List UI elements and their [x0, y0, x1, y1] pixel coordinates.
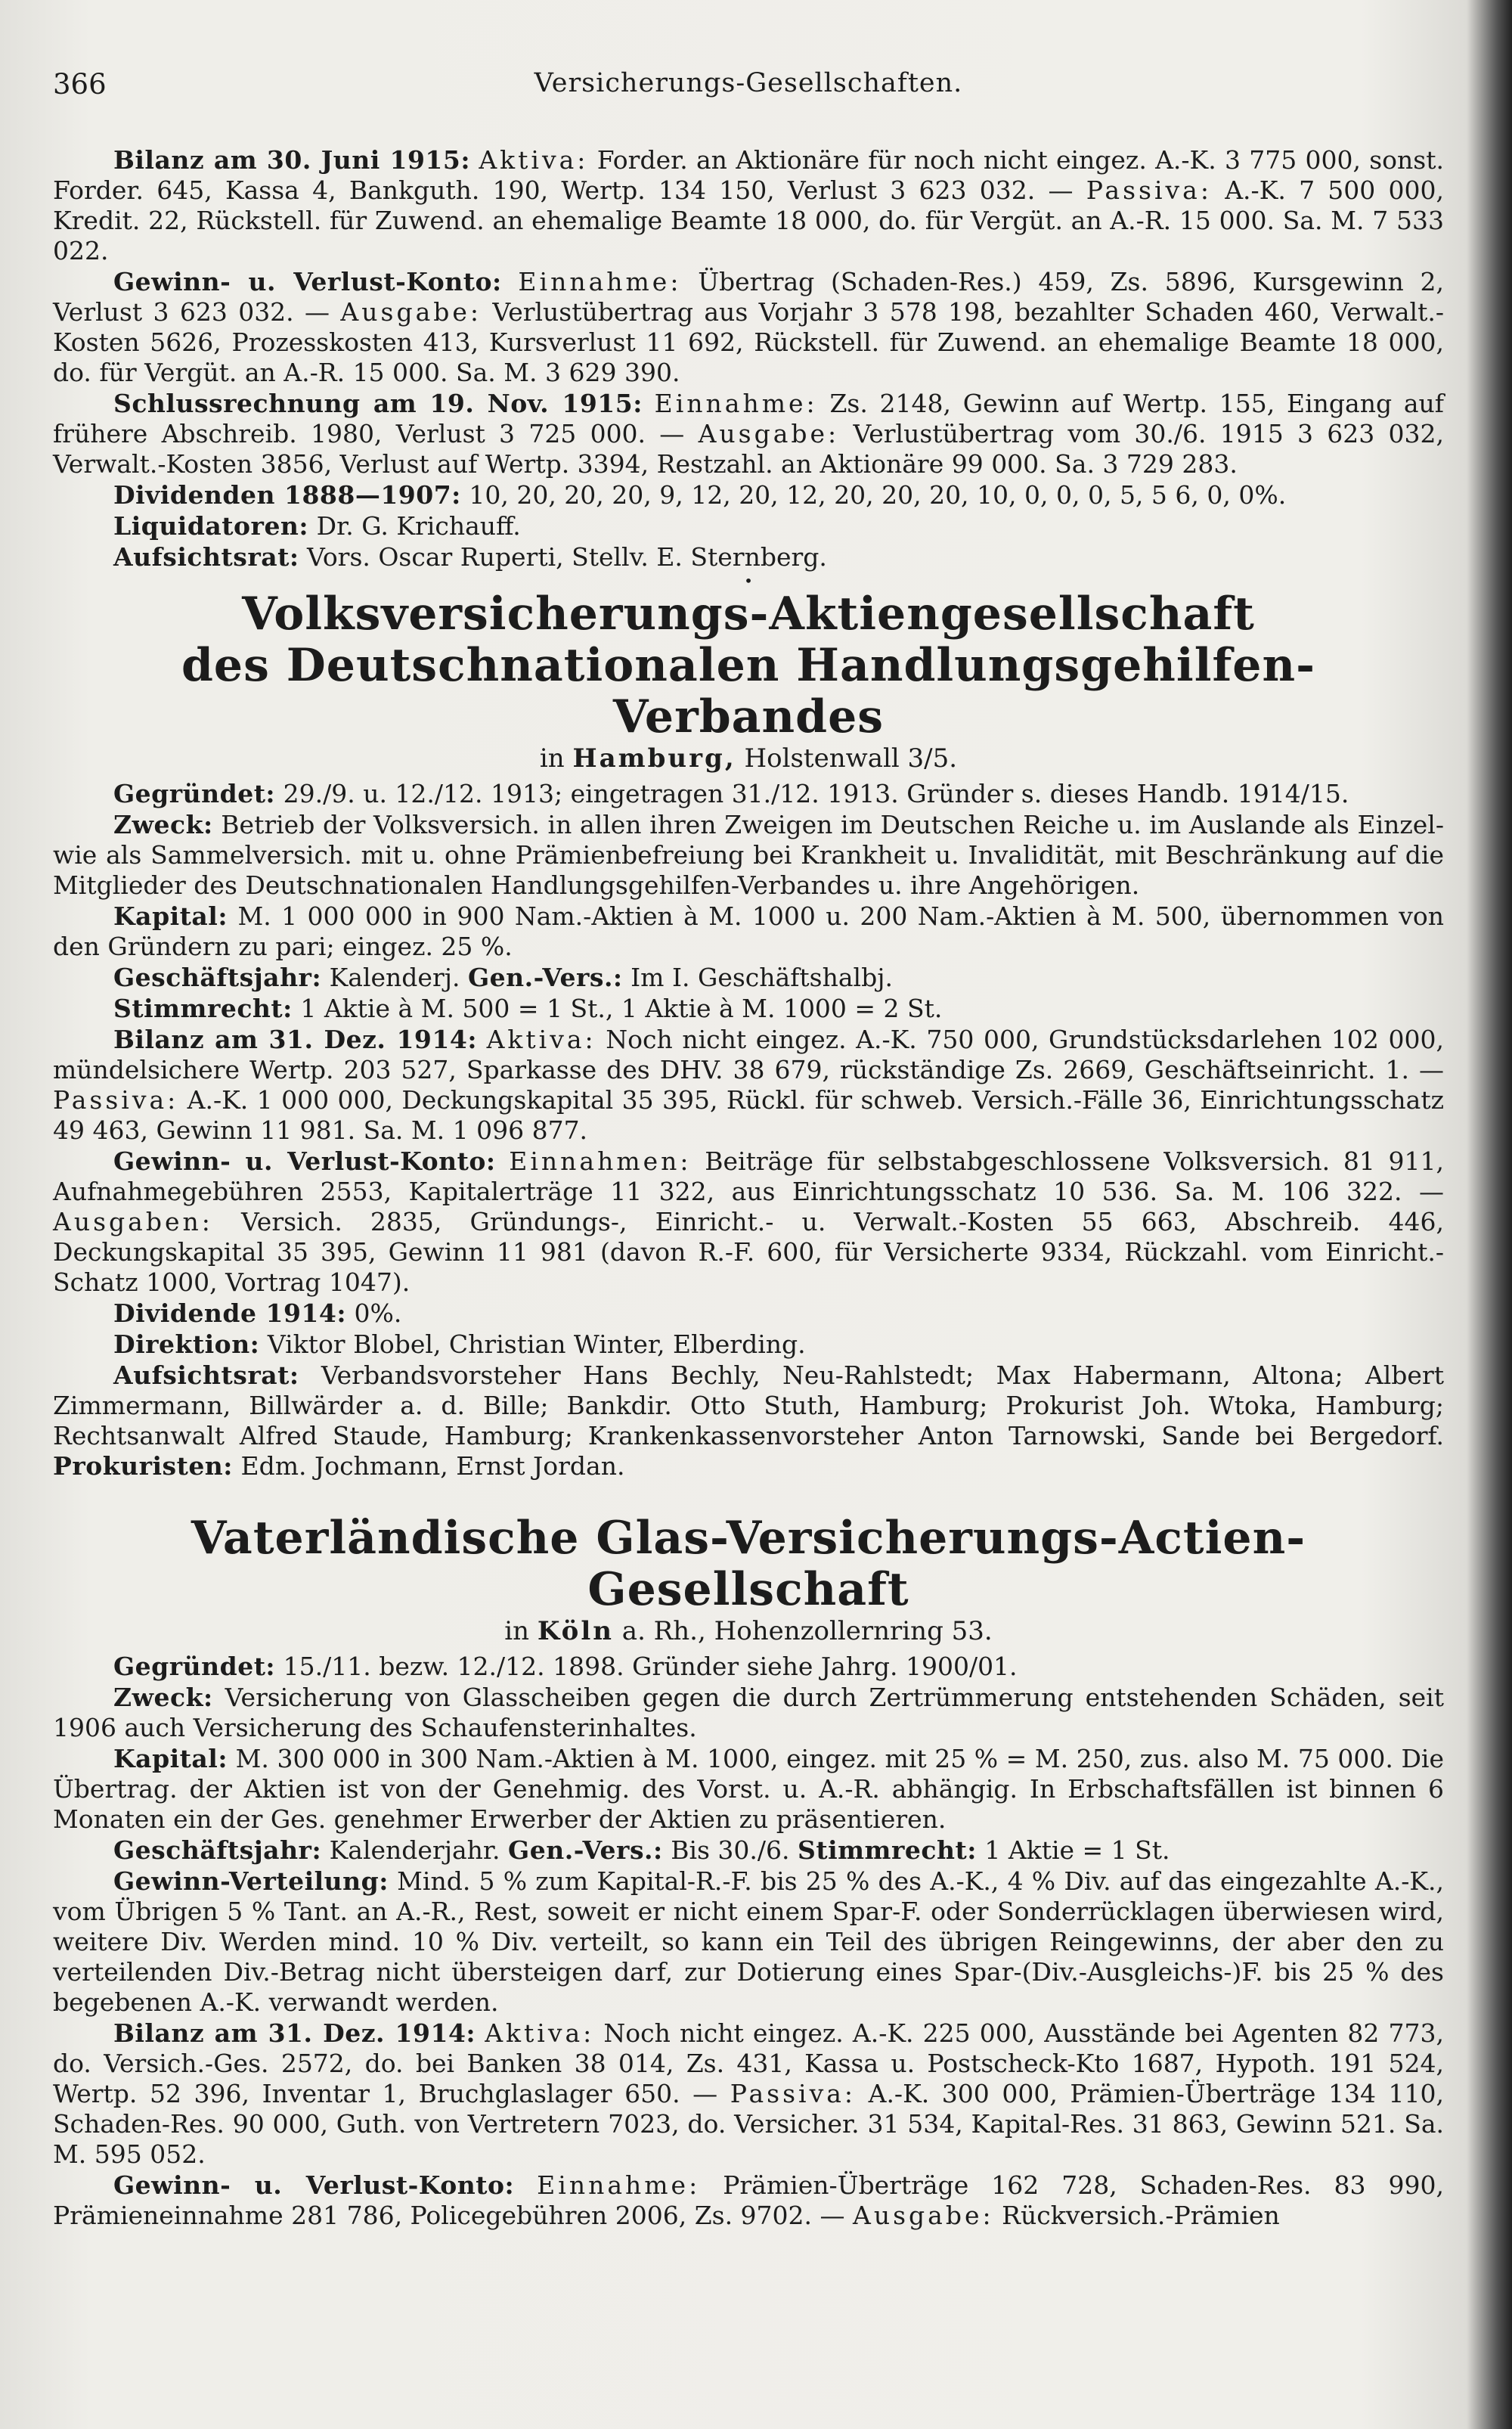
bilanz-2: Bilanz am 31. Dez. 1914: Aktiva: Noch nicht eingez. A.-K. 750 000, Grundstücksdarlehen 102 000, mündelsichere Wertp. 203 527, Sparkasse des DHV. 38 679, rückständige Zs. 2669, Geschäftseinricht. 1. — Passiva: A.-K. 1 000 000, Deckungskapital 35 395, Rückl. für schweb. Versich.-Fälle 36, Einrichtungsschatz 49 463, Gewinn 11 981. Sa. M. 1 096 877.	[53, 1025, 1444, 1145]
gegruendet-2: Gegründet: 29./9. u. 12./12. 1913; eingetragen 31./12. 1913. Gründer s. dieses Handb. 1914/15.	[113, 779, 1349, 808]
kapital-3: Kapital: M. 300 000 in 300 Nam.-Aktien à M. 1000, eingez. mit 25 % = M. 250, zus. also M. 75 000. Die Übertrag. der Aktien ist von der Genehmig. des Vorst. u. A.-R. abhängig. In Erbschaftsfällen ist binnen 6 Monaten ein der Ges. genehmer Erwerber der Aktien zu präsentieren.	[53, 1744, 1444, 1834]
stimmrecht-2: Stimmrecht: 1 Aktie à M. 500 = 1 St., 1 Aktie à M. 1000 = 2 St.	[113, 994, 943, 1023]
company-title-3: Vaterländische Glas-Versicherungs-Actien-Gesellschaft	[191, 1512, 1306, 1616]
gewinn-verlust-2: Gewinn- u. Verlust-Konto: Einnahmen: Beiträge für selbstabgeschlossene Volksversich. 81 911, Aufnahmegebühren 2553, Kapitalerträge 11 322, aus Einrichtungsschatz 10 536. Sa. M. 106 322. — Ausgaben: Versich. 2835, Gründungs-, Einricht.- u. Verwalt.-Kosten 55 663, Abschreib. 446, Deckungskapital 35 395, Gewinn 11 981 (davon R.-F. 600, für Versicherte 9334, Rückzahl. vom Einricht.-Schatz 1000, Vortrag 1047).	[53, 1146, 1445, 1297]
geschaeftsjahr-2: Geschäftsjahr: Kalenderj. Gen.-Vers.: Im I. Geschäftshalbj.	[113, 963, 893, 992]
bilanz-1915: Bilanz am 30. Juni 1915: Aktiva: Forder. an Aktionäre für noch nicht eingez. A.-K. 3 775 000, sonst. Forder. 645, Kassa 4, Bankguth. 190, Wertp. 134 150, Verlust 3 623 032. — Passiva: A.-K. 7 500 000, Kredit. 22, Rückstell. für Zuwend. an ehemalige Beamte 18 000, do. für Vergüt. an A.-R. 15 000. Sa. M. 7 533 022.	[53, 145, 1445, 265]
page-number: 366	[53, 68, 107, 101]
gewinn-verlust-3: Gewinn- u. Verlust-Konto: Einnahme: Prämien-Überträge 162 728, Schaden-Res. 83 990, Prämieneinnahme 281 786, Policegebühren 2006, Zs. 9702. — Ausgabe: Rückversich.-Prämien	[53, 2170, 1444, 2230]
liquidatoren: Liquidatoren: Dr. G. Krichauff.	[113, 511, 521, 541]
direktion-2: Direktion: Viktor Blobel, Christian Winter, Elberding.	[113, 1329, 806, 1359]
gegruendet-3: Gegründet: 15./11. bezw. 12./12. 1898. Gründer siehe Jahrg. 1900/01.	[113, 1652, 1018, 1681]
gewinn-verteilung-3: Gewinn-Verteilung: Mind. 5 % zum Kapital-R.-F. bis 25 % des A.-K., 4 % Div. auf das eingezahlte A.-K., vom Übrigen 5 % Tant. an A.-R., Rest, soweit er nicht einem Spar-F. oder Sonderrücklagen überwiesen wird, weitere Div. Werden mind. 10 % Div. verteilt, so kann ein Teil des übrigen Reingewinns, der aber den zu verteilenden Div.-Betrag nicht übersteigen darf, zur Dotierung eines Spar-(Div.-Ausgleichs-)F. bis 25 % des begebenen A.-K. verwandt werden.	[53, 1866, 1444, 2017]
page-header	[53, 47, 1444, 100]
company-location-3: in Köln a. Rh., Hohenzollernring 53.	[504, 1616, 993, 1646]
separator-dot: •	[744, 572, 753, 590]
aufsichtsrat-2: Aufsichtsrat: Verbandsvorsteher Hans Bechly, Neu-Rahlstedt; Max Habermann, Altona; Albert Zimmermann, Billwärder a. d. Bille; Bankdir. Otto Stuth, Hamburg; Prokurist Joh. Wtoka, Hamburg; Rechtsanwalt Alfred Staude, Hamburg; Krankenkassenvorsteher Anton Tarnowski, Sande bei Bergedorf. Prokuristen: Edm. Jochmann, Ernst Jordan.	[53, 1360, 1444, 1481]
zweck-3: Zweck: Versicherung von Glasscheiben gegen die durch Zertrümmerung entstehenden Schäden, seit 1906 auch Versicherung des Schaufensterinhaltes.	[53, 1683, 1444, 1742]
bilanz-3: Bilanz am 31. Dez. 1914: Aktiva: Noch nicht eingez. A.-K. 225 000, Ausstände bei Agenten 82 773, do. Versich.-Ges. 2572, do. bei Banken 38 014, Zs. 431, Kassa u. Postscheck-Kto 1687, Hypoth. 191 524, Wertp. 52 396, Inventar 1, Bruchglaslager 650. — Passiva: A.-K. 300 000, Prämien-Überträge 134 110, Schaden-Res. 90 000, Guth. von Vertretern 7023, do. Versicher. 31 534, Kapital-Res. 31 863, Gewinn 521. Sa. M. 595 052.	[53, 2018, 1445, 2169]
kapital-2: Kapital: M. 1 000 000 in 900 Nam.-Aktien à M. 1000 u. 200 Nam.-Aktien à M. 500, übernommen von den Gründern zu pari; eingez. 25 %.	[53, 901, 1444, 961]
company-location: in Hamburg, Holstenwall 3/5.	[539, 743, 958, 774]
company-title-line2: des Deutschnationalen Handlungsgehilfen-Verbandes	[181, 639, 1316, 743]
section-volksversicherung	[53, 588, 1444, 1481]
geschaeftsjahr-3: Geschäftsjahr: Kalenderjahr. Gen.-Vers.: Bis 30./6. Stimmrecht: 1 Aktie = 1 St.	[113, 1835, 1170, 1865]
company-title-line1: Volksversicherungs-Aktiengesellschaft	[242, 588, 1255, 641]
aufsichtsrat-1: Aufsichtsrat: Vors. Oscar Ruperti, Stellv. E. Sternberg.	[113, 542, 827, 572]
section-gap	[53, 1482, 1444, 1512]
zweck-2: Zweck: Betrieb der Volksversich. in allen ihren Zweigen im Deutschen Reiche u. im Auslande als Einzel- wie als Sammelversich. mit u. ohne Prämienbefreiung bei Krankheit u. Invalidität, mit Beschränkung auf die Mitglieder des Deutschnationalen Handlungsgehilfen-Verbandes u. ihre Angehörigen.	[53, 810, 1444, 900]
gewinn-verlust-1915: Gewinn- u. Verlust-Konto: Einnahme: Übertrag (Schaden-Res.) 459, Zs. 5896, Kursgewinn 2, Verlust 3 623 032. — Ausgabe: Verlustübertrag aus Vorjahr 3 578 198, bezahlter Schaden 460, Verwalt.-Kosten 5626, Prozesskosten 413, Kursverlust 11 692, Rückstell. für Zuwend. an ehemalige Beamte 18 000, do. für Vergüt. an A.-R. 15 000. Sa. M. 3 629 390.	[53, 267, 1444, 387]
schlussrechnung: Schlussrechnung am 19. Nov. 1915: Einnahme: Zs. 2148, Gewinn auf Wertp. 155, Eingang auf frühere Abschreib. 1980, Verlust 3 725 000. — Ausgabe: Verlustübertrag vom 30./6. 1915 3 623 032, Verwalt.-Kosten 3856, Verlust auf Wertp. 3394, Restzahl. an Aktionäre 99 000. Sa. 3 729 283.	[53, 389, 1444, 479]
running-title: Versicherungs-Gesellschaften.	[534, 68, 963, 98]
dividende-2: Dividende 1914: 0%.	[113, 1298, 402, 1328]
section-previous-company	[53, 145, 1444, 572]
section-vaterlaendische	[53, 1512, 1444, 2231]
dividenden: Dividenden 1888—1907: 10, 20, 20, 20, 9, 12, 20, 12, 20, 20, 20, 10, 0, 0, 0, 5, 5 6, 0, 0%.	[113, 480, 1287, 510]
